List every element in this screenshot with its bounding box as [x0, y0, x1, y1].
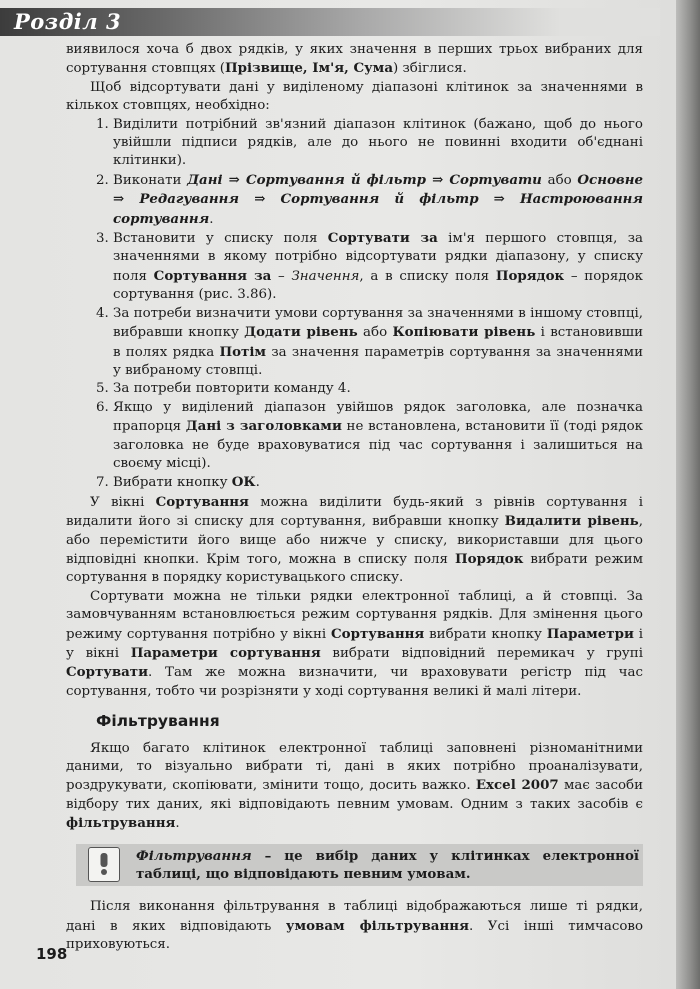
list-item: 2. Виконати Дані ⇒ Сортування й фільтр ⇒ Сортувати або Основне ⇒ Редагування ⇒ Сортування й фільтр ⇒ Настроювання сортування. [113, 171, 643, 229]
list-item: 3. Встановити у списку поля Сортувати за ім'я першого стовпця, за значеннями в якому потрібно відсортувати рядки діапазону, у списку поля Сортування за – Значення, а в списку поля Порядок – порядок сортування (рис. 3.86). [113, 229, 643, 305]
list-item: 5. За потреби повторити команду 4. [113, 380, 643, 398]
page-content [66, 41, 643, 955]
paragraph-filtering-intro: Якщо багато клітинок електронної таблиці заповнені різноманітними даними, то візуально вибрати ті, дані в яких потрібно проаналізувати, роздрукувати, скопіювати, змінити тощо, досить важко. Excel 2007 має засоби відбору тих даних, які відповідають певним умовам. Одним з таких засобів є фільтрування. [66, 740, 643, 832]
paragraph-intro: Щоб відсортувати дані у виділеному діапазоні клітинок за значеннями в кількох стовпцях, необхідно: [66, 79, 643, 114]
list-item: 6. Якщо у виділений діапазон увійшов рядок заголовка, але позначка прапорця Дані з заголовками не встановлена, встановити її (тоді рядок заголовка не буде враховуватися під час сортування і залишиться на своєму місці). [113, 399, 643, 474]
paragraph-sort-window: У вікні Сортування можна виділити будь-який з рівнів сортування і видалити його зі списку для сортування, вибравши кнопку Видалити рівень, або перемістити його вище або нижче у списку, використавши для цього відповідні кнопки. Крім того, можна в списку поля Порядок вибрати режим сортування в порядку користувацького списку. [66, 493, 643, 586]
exclamation-icon-glyph [97, 852, 111, 876]
list-item: 7. Вибрати кнопку ОК. [113, 473, 643, 492]
list-item: 1. Виділити потрібний зв'язний діапазон клітинок (бажано, щоб до нього увійшли підписи рядків, але до нього не повинні входити об'єднані клітинки). [113, 116, 643, 171]
definition-note-box: Фільтрування – це вибір даних у клітинках електронної таблиці, що відповідають певним умовам. [76, 844, 643, 887]
section-label: Розділ 3 [14, 9, 122, 34]
paragraph-continuation: виявилося хоча б двох рядків, у яких значення в перших трьох вибраних для сортування стовпцях (Прізвище, Ім'я, Сума) збіглися. [66, 42, 643, 77]
paragraph-filtering-result: Після виконання фільтрування в таблиці відображаються лише ті рядки, дані в яких відповідають умовам фільтрування. Усі інші тимчасово приховуються. [66, 899, 643, 953]
paragraph-sort-columns: Сортувати можна не тільки рядки електронної таблиці, а й стовпці. За замовчуванням встановлюється режим сортування рядків. Для змінення цього режиму сортування потрібно у вікні Сортування вибрати кнопку Параметри і у вікні Параметри сортування вибрати відповідний перемикач у групі Сортувати. Там же можна визначити, чи враховувати регістр під час сортування, тобто чи розрізняти у ході сортування великі й малі літери. [66, 588, 643, 699]
exclamation-icon [88, 847, 120, 882]
page-number: 198 [36, 945, 68, 963]
sorting-steps-list [66, 116, 643, 493]
book-spine-shadow [676, 0, 700, 989]
list-item: 4. За потреби визначити умови сортування за значеннями в іншому стовпці, вибравши кнопку Додати рівень або Копіювати рівень і встановивши в полях рядка Потім за значення параметрів сортування за значеннями у вибраному стовпці. [113, 305, 643, 381]
section-heading-filtering: Фільтрування [96, 712, 220, 731]
